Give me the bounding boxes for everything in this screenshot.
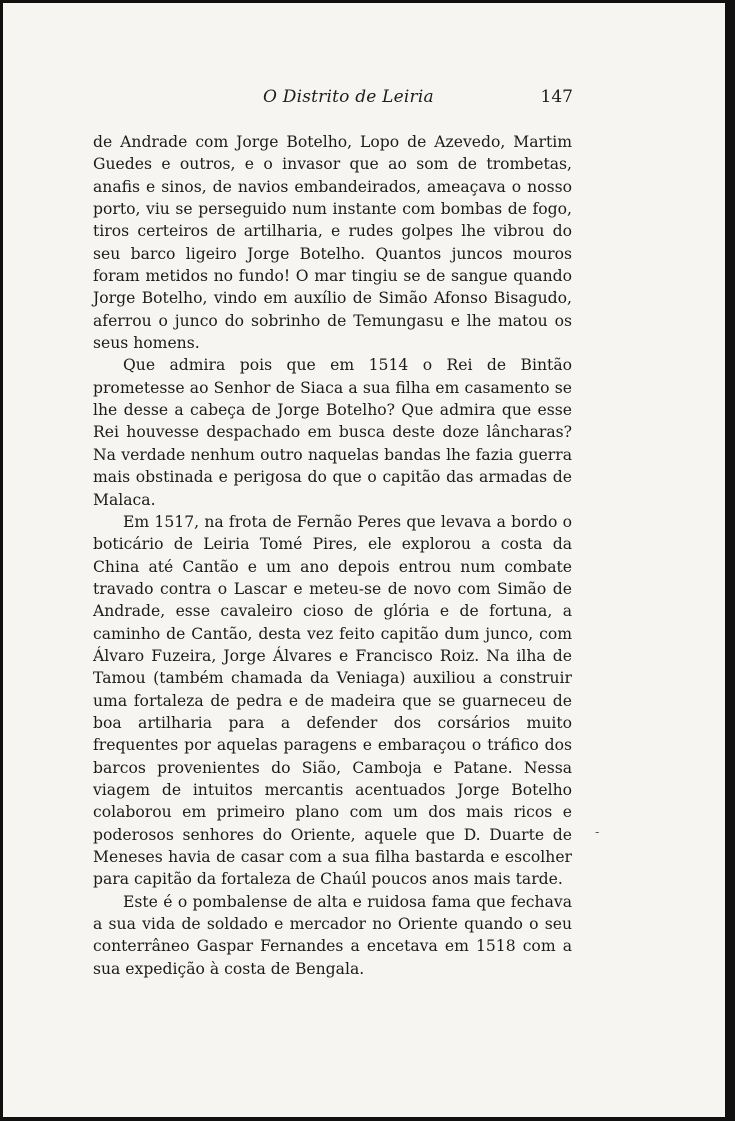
margin-mark: - [595, 825, 600, 839]
page-header [93, 87, 573, 117]
paragraph-2: Que admira pois que em 1514 o Rei de Bintão prometesse ao Senhor de Siaca a sua filha em casamento se lhe desse a cabeça de Jorge Botelho? Que admira que esse Rei houvesse despachado em busca deste doze lâncharas? Na verdade nenhum outro naquelas bandas lhe fazia guerra mais obstinada e perigosa do que o capitão das armadas de Malaca. [93, 356, 572, 509]
page-number: 147 [540, 87, 573, 107]
paragraph-3: Em 1517, na frota de Fernão Peres que levava a bordo o boticário de Leiria Tomé Pires, ele explorou a costa da China até Cantão e um ano depois entrou num combate travado contra o Lascar e meteu-se de novo com Simão de Andrade, esse cavaleiro cioso de glória e de fortuna, a caminho de Cantão, desta vez feito capitão dum junco, com Álvaro Fuzeira, Jorge Álvares e Francisco Roiz. Na ilha de Tamou (também chamada da Veniaga) auxiliou a construir uma fortaleza de pedra e de madeira que se guarneceu de boa artilharia para a defender dos corsários muito frequentes por aquelas paragens e embaraçou o tráfico dos barcos provenientes do Sião, Camboja e Patane. Nessa viagem de intuitos mercantis acentuados Jorge Botelho colaborou em primeiro plano com um dos mais ricos e poderosos senhores do Oriente, aquele que D. Duarte de Meneses havia de casar com a sua filha bastarda e escolher para capitão da fortaleza de Chaúl poucos anos mais tarde. [93, 512, 572, 889]
paragraph-1: de Andrade com Jorge Botelho, Lopo de Azevedo, Martim Guedes e outros, e o invasor que ao som de trombetas, anafis e sinos, de navios embandeirados, ameaçava o nosso porto, viu se perseguido num instante com bombas de fogo, tiros certeiros de artilharia, e rudes golpes lhe vibrou do seu barco ligeiro Jorge Botelho. Quantos juncos mouros foram metidos no fundo! O mar tingiu se de sangue quando Jorge Botelho, vindo em auxílio de Simão Afonso Bisagudo, aferrou o junco do sobrinho de Temungasu e lhe matou os seus homens. [93, 133, 572, 353]
paragraph-4: Este é o pombalense de alta e ruidosa fama que fechava a sua vida de soldado e mercador no Oriente quando o seu conterrâneo Gaspar Fernandes a encetava em 1518 com a sua expedição à costa de Bengala. [93, 892, 572, 978]
body-text [93, 131, 572, 980]
running-title: O Distrito de Leiria [263, 87, 434, 107]
